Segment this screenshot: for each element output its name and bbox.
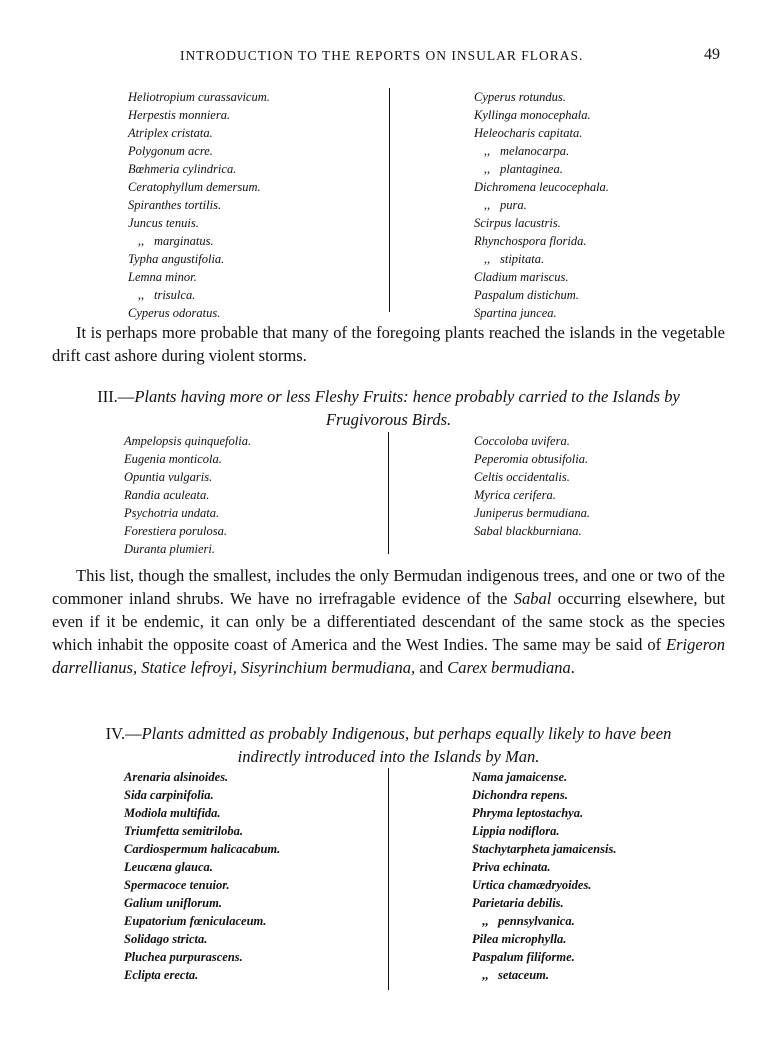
species-entry: [128, 286, 270, 304]
section-heading-4: [52, 722, 725, 768]
species-entry: [474, 304, 609, 322]
species-name: trisulca.: [154, 288, 196, 302]
species-name: Triumfetta semitriloba.: [124, 824, 243, 838]
species-entry: [124, 540, 251, 558]
column-divider: [388, 432, 389, 554]
section-heading-3: [52, 385, 725, 431]
species-entry: [474, 124, 609, 142]
species-name: plantaginea.: [500, 162, 563, 176]
species-entry: [124, 522, 251, 540]
species-name: Phryma leptostachya.: [472, 806, 584, 820]
species-name: Coccoloba uvifera.: [474, 434, 570, 448]
species-name: Cyperus rotundus.: [474, 90, 566, 104]
species-entry: [474, 196, 609, 214]
species-entry: [474, 142, 609, 160]
species-entry: [472, 930, 616, 948]
section-title-line2: Frugivorous Birds.: [325, 410, 452, 429]
species-entry: [124, 948, 280, 966]
species-name: Forestiera porulosa.: [124, 524, 228, 538]
species-name: Pluchea purpurascens.: [124, 950, 243, 964]
species-name: pura.: [500, 198, 527, 212]
species-name: Cladium mariscus.: [474, 270, 569, 284]
species-name: Galium uniflorum.: [124, 896, 222, 910]
section-title-line2: indirectly introduced into the Islands by Man.: [237, 747, 540, 766]
species-name: Pilea microphylla.: [472, 932, 567, 946]
species-name: Heliotropium curassavicum.: [128, 90, 270, 104]
species-name: marginatus.: [154, 234, 214, 248]
species-entry: [472, 804, 616, 822]
ditto-mark: ,,: [481, 914, 489, 928]
page-header: [0, 48, 776, 70]
species-name: Spartina juncea.: [474, 306, 557, 320]
species-entry: [474, 286, 609, 304]
species-entry: [474, 214, 609, 232]
species-name: Parietaria debilis.: [472, 896, 564, 910]
species-entry: [472, 768, 616, 786]
species-name: Paspalum distichum.: [474, 288, 579, 302]
species-entry: [124, 966, 280, 984]
ditto-mark: ,,: [137, 288, 145, 302]
species-name: Paspalum filiforme.: [472, 950, 575, 964]
species-entry: [124, 876, 280, 894]
species-entry: [124, 894, 280, 912]
species-list-c-right: [472, 768, 616, 984]
species-entry: [472, 966, 616, 984]
species-entry: [474, 450, 590, 468]
species-entry: [474, 486, 590, 504]
species-entry: [472, 858, 616, 876]
species-entry: [124, 768, 280, 786]
species-entry: [128, 196, 270, 214]
species-entry: [128, 124, 270, 142]
species-entry: [128, 106, 270, 124]
species-list-a-left: [128, 88, 270, 322]
species-name: Sabal blackburniana.: [474, 524, 582, 538]
species-entry: [474, 250, 609, 268]
species-name: Bœhmeria cylindrica.: [128, 162, 237, 176]
species-name: Celtis occidentalis.: [474, 470, 570, 484]
species-entry: [124, 804, 280, 822]
species-name: pennsylvanica.: [498, 914, 575, 928]
species-name: Lemna minor.: [128, 270, 197, 284]
species-name: Juncus tenuis.: [128, 216, 199, 230]
species-entry: [128, 88, 270, 106]
species-name: setaceum.: [498, 968, 550, 982]
species-entry: [124, 912, 280, 930]
species-name: Spiranthes tortilis.: [128, 198, 222, 212]
running-head: INTRODUCTION TO THE REPORTS ON INSULAR FLORAS.: [180, 48, 584, 63]
species-list-b-left: [124, 432, 251, 558]
species-name: Polygonum acre.: [128, 144, 213, 158]
species-entry: [124, 450, 251, 468]
species-entry: [474, 432, 590, 450]
species-list-b-right: [474, 432, 590, 540]
species-entry: [472, 822, 616, 840]
species-name: melanocarpa.: [500, 144, 570, 158]
species-name: Stachytarpheta jamaicensis.: [472, 842, 617, 856]
species-name: Opuntia vulgaris.: [124, 470, 213, 484]
species-entry: [128, 268, 270, 286]
species-entry: [472, 894, 616, 912]
species-name: Leucæna glauca.: [124, 860, 213, 874]
species-name: Cardiospermum halicacabum.: [124, 842, 281, 856]
species-name: Dichromena leucocephala.: [474, 180, 609, 194]
species-name: Priva echinata.: [472, 860, 551, 874]
species-name: Juniperus bermudiana.: [474, 506, 590, 520]
section-numeral: III.—: [97, 387, 135, 406]
species-entry: [124, 486, 251, 504]
species-entry: [474, 504, 590, 522]
page-number: 49: [704, 46, 720, 63]
species-entry: [472, 948, 616, 966]
species-entry: [128, 250, 270, 268]
species-name: Heleocharis capitata.: [474, 126, 583, 140]
species-entry: [124, 786, 280, 804]
species-entry: [128, 214, 270, 232]
species-entry: [124, 840, 280, 858]
species-name: Herpestis monniera.: [128, 108, 231, 122]
species-list-c-left: [124, 768, 280, 984]
species-name: Sida carpinifolia.: [124, 788, 214, 802]
species-entry: [472, 840, 616, 858]
species-name: Urtica chamædryoides.: [472, 878, 592, 892]
species-name: Rhynchospora florida.: [474, 234, 587, 248]
species-entry: [124, 858, 280, 876]
species-entry: [474, 88, 609, 106]
ditto-mark: ,,: [483, 162, 491, 176]
species-name: Ceratophyllum demersum.: [128, 180, 261, 194]
species-name: Kyllinga monocephala.: [474, 108, 591, 122]
species-entry: [124, 468, 251, 486]
species-name: Eupatorium fœniculaceum.: [124, 914, 267, 928]
species-name: Randia aculeata.: [124, 488, 210, 502]
species-name: Nama jamaicense.: [472, 770, 568, 784]
species-name: Myrica cerifera.: [474, 488, 556, 502]
species-name: Spermacoce tenuior.: [124, 878, 230, 892]
species-name: Dichondra repens.: [472, 788, 568, 802]
ditto-mark: ,,: [483, 198, 491, 212]
species-name: Arenaria alsinoides.: [124, 770, 229, 784]
species-entry: [128, 160, 270, 178]
section-numeral: IV.—: [105, 724, 142, 743]
paragraph-trees: This list, though the smallest, includes the only Bermudan indigenous trees, and one or two of the commoner inland shrubs. We have no irrefragable evidence of the Sabal occurring elsewhere, but even if it be endemic, it can only be a differentiated descendant of the same stock as the species which inhabit the opposite coast of America and the West Indies. The same may be said of Erigeron darrellianus, Statice lefroyi, Sisyrinchium bermudiana, and Carex bermudiana.: [52, 566, 725, 677]
column-divider: [389, 88, 390, 312]
ditto-mark: ,,: [137, 234, 145, 248]
species-entry: [128, 304, 270, 322]
ditto-mark: ,,: [481, 968, 489, 982]
species-name: Cyperus odoratus.: [128, 306, 221, 320]
species-name: Eclipta erecta.: [124, 968, 199, 982]
species-entry: [124, 504, 251, 522]
paragraph-drift: It is perhaps more probable that many of the foregoing plants reached the islands in the vegetable drift cast ashore during violent storms.: [52, 323, 725, 365]
section-title-line1: Plants having more or less Fleshy Fruits: hence probably carried to the Islands by: [134, 387, 680, 406]
species-entry: [472, 876, 616, 894]
species-entry: [124, 930, 280, 948]
species-name: Atriplex cristata.: [128, 126, 213, 140]
species-name: Solidago stricta.: [124, 932, 208, 946]
species-name: Duranta plumieri.: [124, 542, 215, 556]
species-entry: [128, 232, 270, 250]
species-entry: [474, 178, 609, 196]
species-entry: [124, 432, 251, 450]
species-entry: [472, 912, 616, 930]
species-name: Eugenia monticola.: [124, 452, 222, 466]
species-name: Psychotria undata.: [124, 506, 220, 520]
species-name: Lippia nodiflora.: [472, 824, 560, 838]
ditto-mark: ,,: [483, 252, 491, 266]
species-name: Ampelopsis quinquefolia.: [124, 434, 252, 448]
species-entry: [474, 268, 609, 286]
species-entry: [474, 232, 609, 250]
species-entry: [474, 160, 609, 178]
species-entry: [474, 106, 609, 124]
species-entry: [474, 468, 590, 486]
ditto-mark: ,,: [483, 144, 491, 158]
species-list-a-right: [474, 88, 609, 322]
species-entry: [472, 786, 616, 804]
species-name: Modiola multifida.: [124, 806, 221, 820]
species-name: stipitata.: [500, 252, 545, 266]
species-entry: [474, 522, 590, 540]
section-title-line1: Plants admitted as probably Indigenous, but perhaps equally likely to have been: [141, 724, 672, 743]
species-name: Peperomia obtusifolia.: [474, 452, 589, 466]
species-name: Typha angustifolia.: [128, 252, 225, 266]
species-name: Scirpus lacustris.: [474, 216, 561, 230]
species-entry: [124, 822, 280, 840]
species-entry: [128, 178, 270, 196]
column-divider: [388, 768, 389, 990]
species-entry: [128, 142, 270, 160]
